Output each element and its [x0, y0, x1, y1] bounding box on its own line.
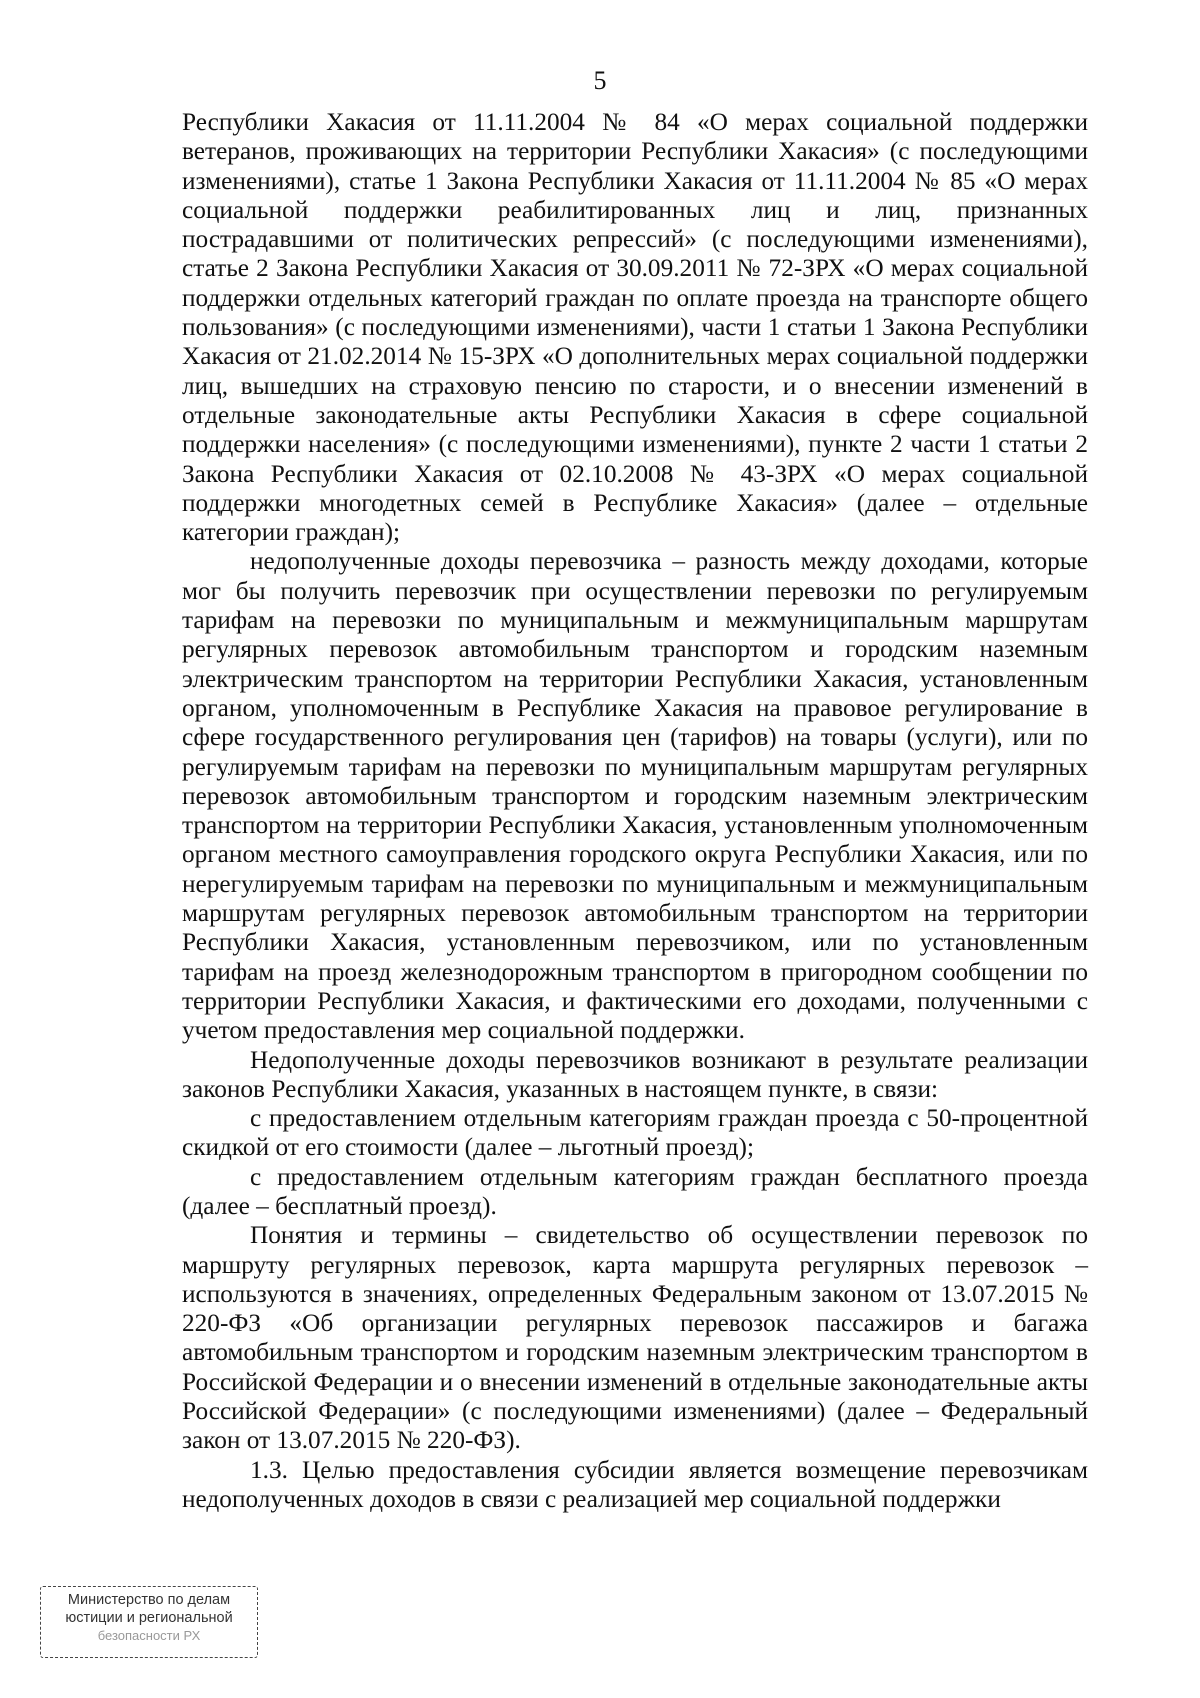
- paragraph-terms: Понятия и термины – свидетельство об осуществлении перевозок по маршруту регулярных перевозок, карта маршрута регулярных перевозок – используются в значениях, определенных Федеральным законом от 13.07.2015 № 220-ФЗ «Об организации регулярных перевозок пассажиров и багажа автомобильным транспортом и городским наземным электрическим транспортом в Российской Федерации и о внесении изменений в отдельные законодательные акты Российской Федерации» (с последующими изменениями) (далее – Федеральный закон от 13.07.2015 № 220-ФЗ).: [182, 1221, 1088, 1455]
- paragraph-definition-lost-income: недополученные доходы перевозчика – разность между доходами, которые мог бы получить перевозчик при осуществлении перевозки по регулируемым тарифам на перевозки по муниципальным и межмуниципальным маршрутам регулярных перевозок автомобильным транспортом и городским наземным электрическим транспортом на территории Республики Хакасия, установленным органом, уполномоченным в Республике Хакасия на правовое регулирование в сфере государственного регулирования цен (тарифов) на товары (услуги), или по регулируемым тарифам на перевозки по муниципальным маршрутам регулярных перевозок автомобильным транспортом и городским наземным электрическим транспортом на территории Республики Хакасия, установленным уполномоченным органом местного самоуправления городского округа Республики Хакасия, или по нерегулируемым тарифам на перевозки по муниципальным и межмуниципальным маршрутам регулярных перевозок автомобильным транспортом на территории Республики Хакасия, установленным перевозчиком, или по установленным тарифам на проезд железнодорожным транспортом в пригородном сообщении по территории Республики Хакасия, и фактическими его доходами, полученными с учетом предоставления мер социальной поддержки.: [182, 547, 1088, 1045]
- page-number: 5: [593, 66, 607, 95]
- ministry-stamp: [40, 1586, 258, 1658]
- document-body: [182, 108, 1088, 1514]
- paragraph-lost-income-origin: Недополученные доходы перевозчиков возникают в результате реализации законов Республики Хакасия, указанных в настоящем пункте, в связи:: [182, 1045, 1088, 1103]
- stamp-line-1: Министерство по делам: [67, 1592, 231, 1608]
- stamp-line-3: безопасности РХ: [97, 1628, 201, 1643]
- paragraph-1-3-purpose: 1.3. Целью предоставления субсидии является возмещение перевозчикам недополученных доходов в связи с реализацией мер социальной поддержки: [182, 1455, 1088, 1513]
- paragraph-discount-travel: с предоставлением отдельным категориям граждан проезда с 50-процентной скидкой от его стоимости (далее – льготный проезд);: [182, 1104, 1088, 1162]
- paragraph-free-travel: с предоставлением отдельным категориям граждан бесплатного проезда (далее – бесплатный проезд).: [182, 1162, 1088, 1220]
- paragraph-continuation: Республики Хакасия от 11.11.2004 № 84 «О мерах социальной поддержки ветеранов, проживающих на территории Республики Хакасия» (с последующими изменениями), статье 1 Закона Республики Хакасия от 11.11.2004 № 85 «О мерах социальной поддержки реабилитированных лиц и лиц, признанных пострадавшими от политических репрессий» (с последующими изменениями), статье 2 Закона Республики Хакасия от 30.09.2011 № 72-ЗРХ «О мерах социальной поддержки отдельных категорий граждан по оплате проезда на транспорте общего пользования» (с последующими изменениями), части 1 статьи 1 Закона Республики Хакасия от 21.02.2014 № 15-ЗРХ «О дополнительных мерах социальной поддержки лиц, вышедших на страховую пенсию по старости, и о внесении изменений в отдельные законодательные акты Республики Хакасия в сфере социальной поддержки населения» (с последующими изменениями), пункте 2 части 1 статьи 2 Закона Республики Хакасия от 02.10.2008 № 43-ЗРХ «О мерах социальной поддержки многодетных семей в Республике Хакасия» (далее – отдельные категории граждан);: [182, 108, 1088, 547]
- stamp-line-2: юстиции и региональной: [65, 1610, 233, 1626]
